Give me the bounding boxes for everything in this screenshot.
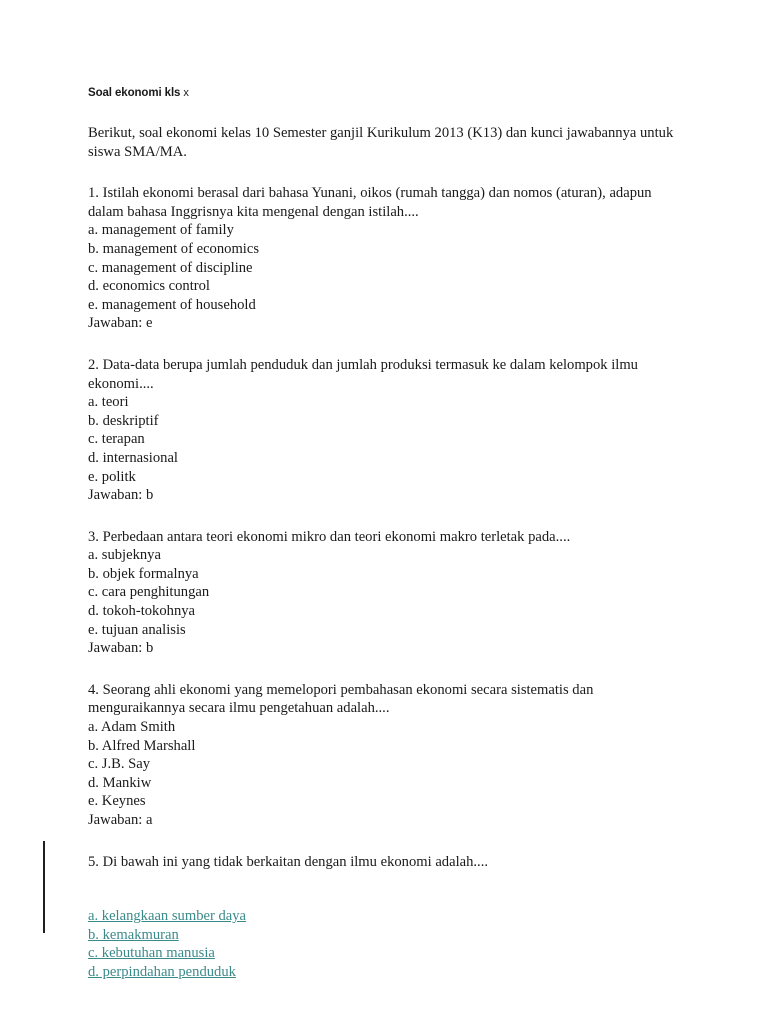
question-answer: Jawaban: a (88, 812, 153, 828)
question-stem: 3. Perbedaan antara teori ekonomi mikro dan teori ekonomi makro terletak pada.... (88, 528, 571, 545)
intro-paragraph: Berikut, soal ekonomi kelas 10 Semester ganjil Kurikulum 2013 (K13) dan kunci jawabannya untuk siswa SMA/MA. (88, 125, 674, 160)
document-title-suffix: x (183, 87, 189, 99)
question-stem: 1. Istilah ekonomi berasal dari bahasa Yunani, oikos (rumah tangga) dan nomos (aturan), adapun dalam bahasa Inggrisnya kita mengenal dengan istilah.... (88, 185, 652, 220)
question-option-link[interactable]: d. perpindahan penduduk (88, 963, 236, 980)
question-option: a. teori (88, 394, 129, 411)
question-block-3 (88, 528, 678, 658)
question-option-link[interactable]: a. kelangkaan sumber daya (88, 908, 247, 925)
question-option: b. objek formalnya (88, 565, 199, 582)
question-block-4 (88, 681, 678, 830)
question-block-5 (88, 853, 678, 982)
question-option: a. Adam Smith (88, 719, 176, 736)
question-option: c. terapan (88, 431, 145, 448)
question-option: e. management of household (88, 296, 256, 313)
question-option: d. economics control (88, 278, 210, 295)
spacer (88, 871, 678, 907)
question-option: e. politk (88, 468, 136, 485)
question-answer: Jawaban: b (88, 487, 154, 504)
question-option: d. internasional (88, 449, 178, 466)
document-title-main: Soal ekonomi kls (88, 87, 181, 99)
document-title (88, 86, 678, 100)
question-option: c. J.B. Say (88, 756, 151, 773)
question-option: c. management of discipline (88, 259, 253, 276)
question-option-link[interactable]: c. kebutuhan manusia (88, 945, 215, 962)
link-option-row (88, 926, 678, 945)
question-block-1 (88, 184, 678, 333)
question-option: b. management of economics (88, 240, 260, 257)
question-stem: 5. Di bawah ini yang tidak berkaitan dengan ilmu ekonomi adalah.... (88, 853, 489, 870)
question-option: d. tokoh-tokohnya (88, 603, 196, 620)
question-answer: Jawaban: b (88, 640, 154, 657)
question-stem: 2. Data-data berupa jumlah penduduk dan jumlah produksi termasuk ke dalam kelompok ilmu ekonomi.... (88, 356, 638, 392)
revision-change-bar (43, 841, 45, 933)
question-option: a. subjeknya (88, 547, 161, 564)
question-option: c. cara penghitungan (88, 584, 210, 601)
question-block-2 (88, 356, 678, 505)
question-stem: 4. Seorang ahli ekonomi yang memelopori pembahasan ekonomi secara sistematis dan menguraikannya secara ilmu pengetahuan adalah.... (88, 681, 594, 717)
question-option: e. tujuan analisis (88, 621, 186, 638)
link-option-row (88, 907, 678, 926)
question-option-link[interactable]: b. kemakmuran (88, 926, 179, 943)
question-option: b. deskriptif (88, 412, 159, 429)
question-option: a. management of family (88, 222, 234, 239)
question-option: b. Alfred Marshall (88, 737, 196, 754)
question-option: d. Mankiw (88, 774, 152, 791)
question-option: e. Keynes (88, 793, 146, 810)
question-answer: Jawaban: e (88, 315, 153, 332)
link-option-row (88, 944, 678, 963)
document-content (88, 86, 678, 1005)
link-option-row (88, 963, 678, 982)
